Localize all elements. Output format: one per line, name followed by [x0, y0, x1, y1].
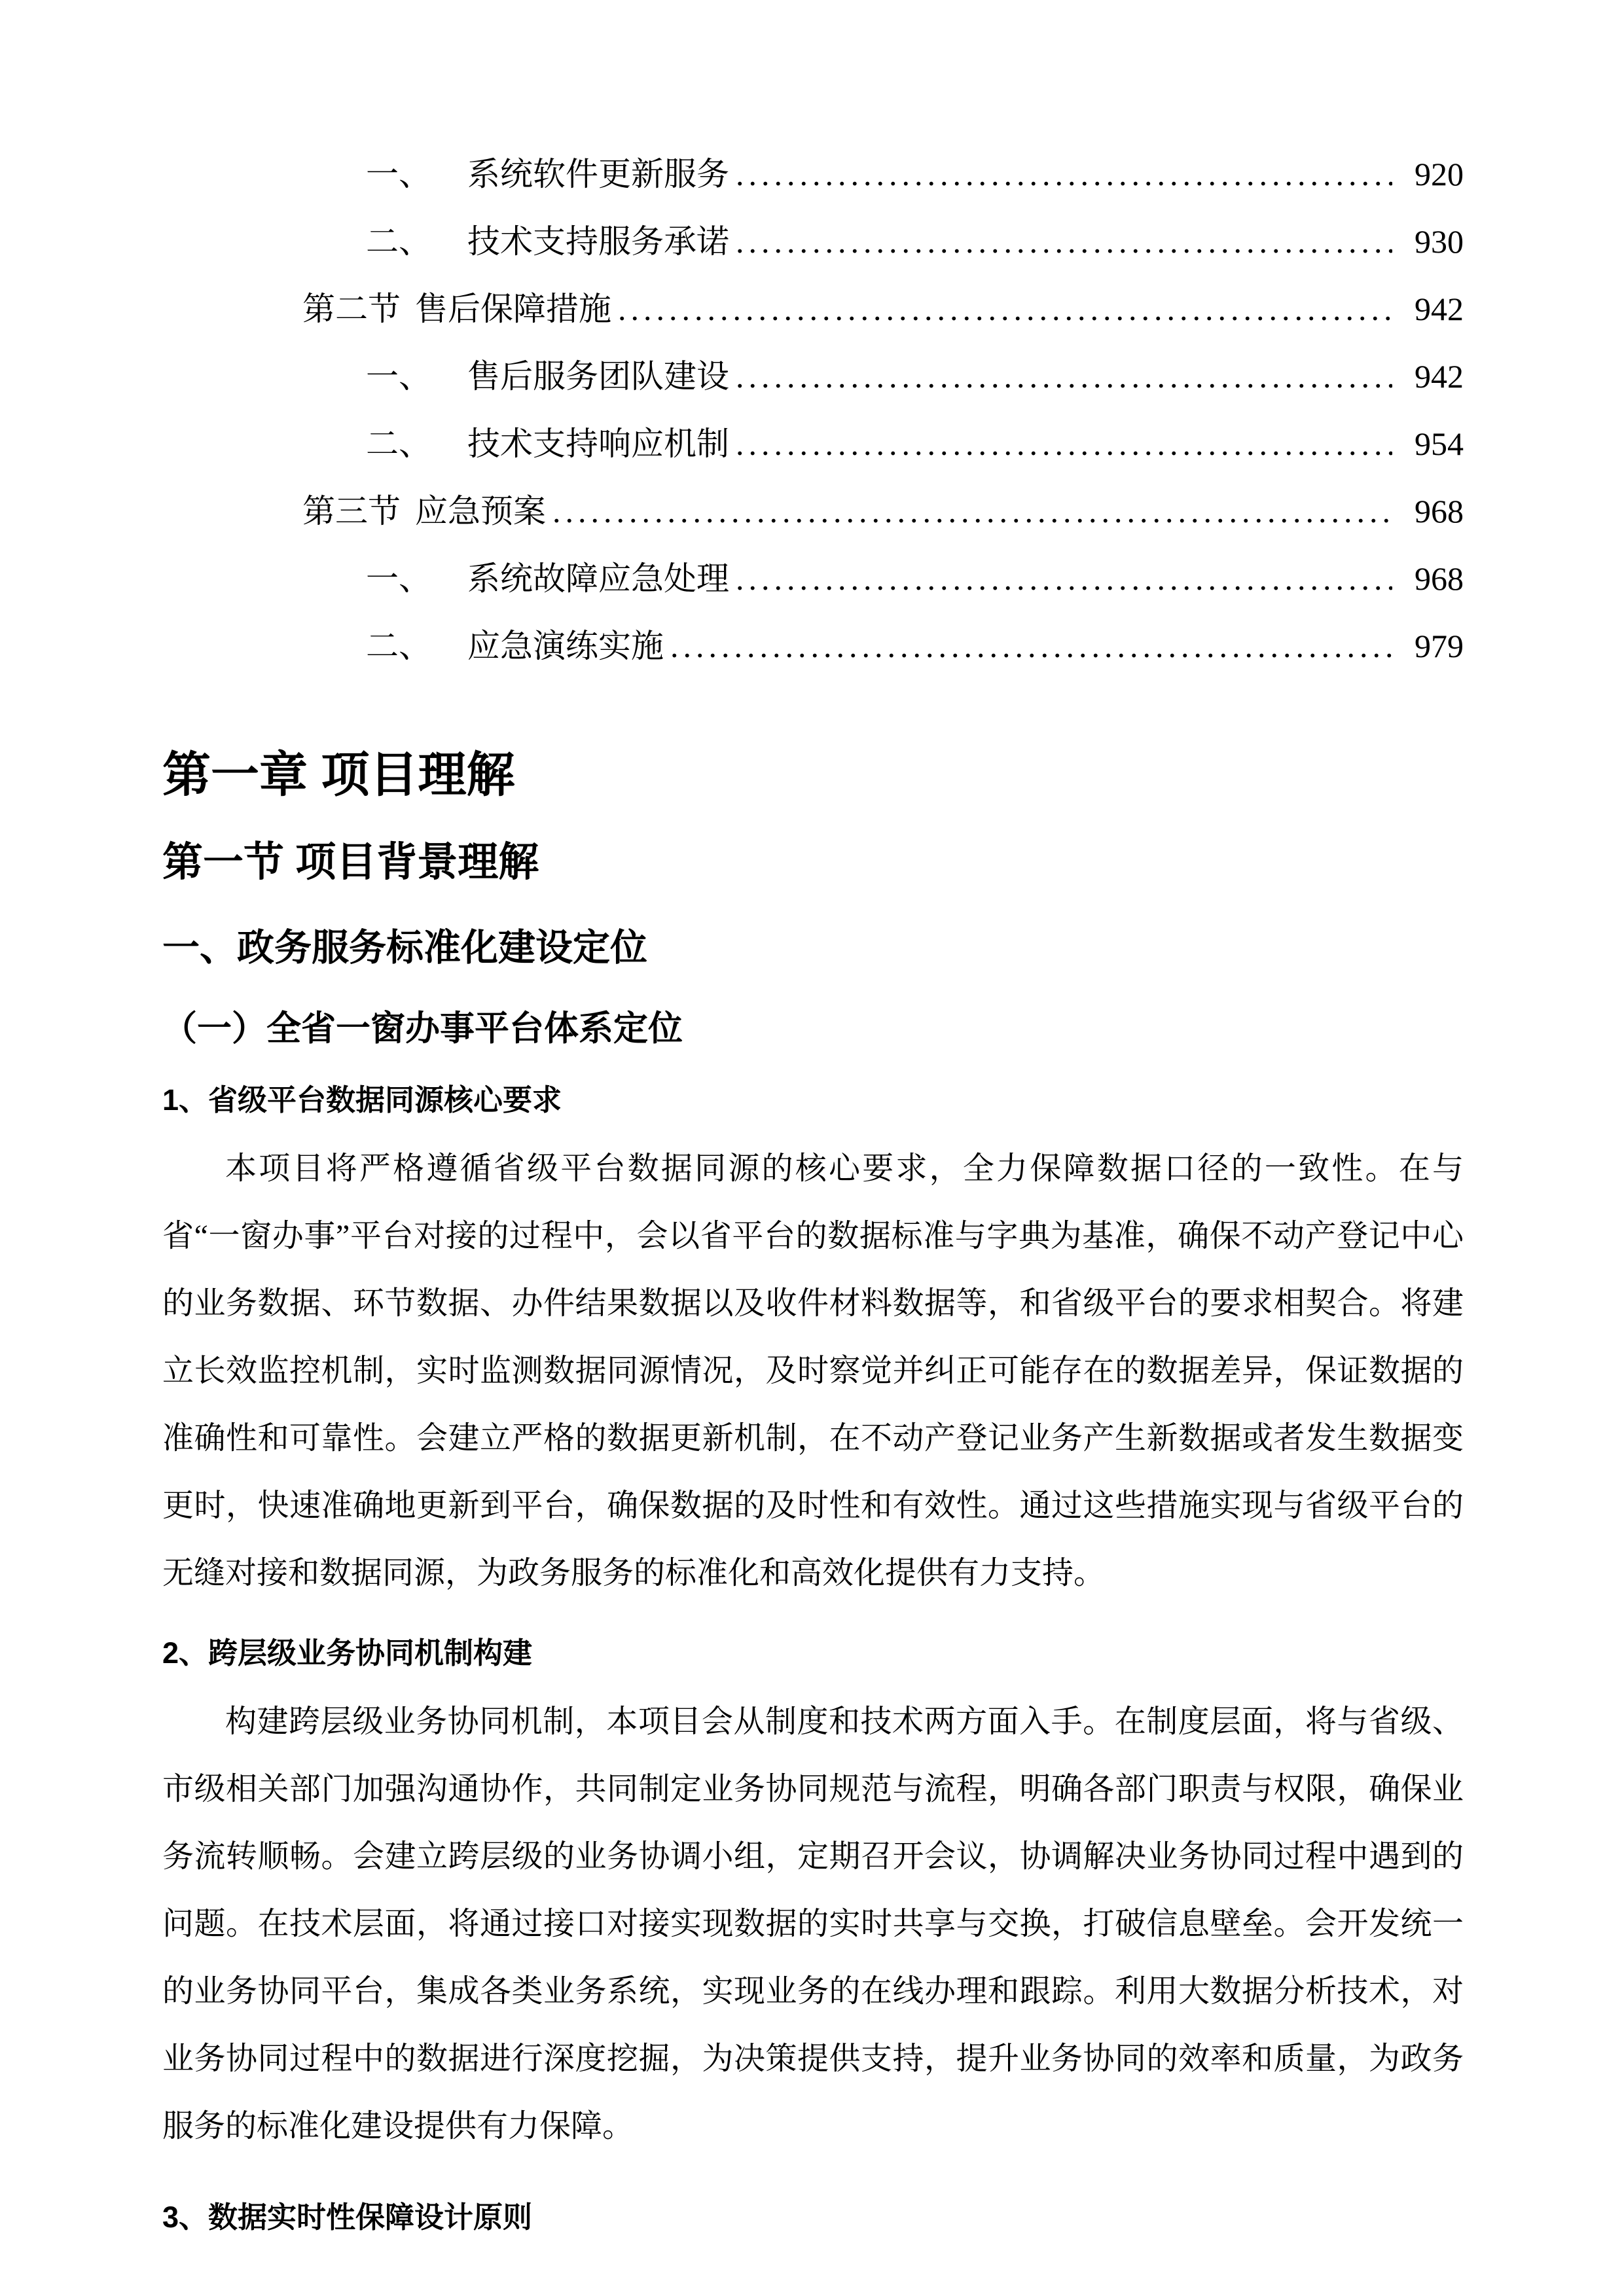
table-of-contents [162, 141, 1464, 680]
toc-entry-page-number: 920 [1415, 156, 1464, 192]
toc-entry-number: 二、 [366, 425, 431, 462]
chapter-heading: 第一章 项目理解 [162, 747, 515, 802]
toc-entry-number: 第二节 [302, 291, 401, 327]
toc-entry-title: 技术支持响应机制 [467, 425, 729, 462]
toc-entry[interactable] [162, 478, 1464, 545]
toc-entry-title: 应急演练实施 [467, 628, 664, 664]
dotted-leader [736, 141, 1392, 208]
toc-entry-number: 一、 [366, 156, 431, 192]
toc-entry-page-number: 942 [1415, 358, 1464, 395]
subsection-heading-level1: 一、政务服务标准化建设定位 [162, 927, 647, 969]
toc-entry[interactable] [162, 208, 1464, 276]
toc-entry-page-number: 968 [1415, 560, 1464, 597]
toc-entry-title: 应急预案 [415, 493, 546, 529]
toc-entry[interactable] [162, 343, 1464, 410]
point-heading-2: 2、跨层级业务协同机制构建 [162, 1636, 533, 1670]
dotted-leader [736, 208, 1392, 276]
dotted-leader [618, 276, 1392, 343]
toc-entry-number: 二、 [366, 223, 431, 260]
toc-entry-number: 二、 [366, 628, 431, 664]
point-heading-1: 1、省级平台数据同源核心要求 [162, 1083, 562, 1117]
toc-entry-title: 技术支持服务承诺 [467, 223, 729, 260]
toc-entry-page-number: 968 [1415, 493, 1464, 529]
toc-entry-title: 系统软件更新服务 [467, 156, 729, 192]
toc-entry-number: 第三节 [302, 493, 401, 529]
toc-entry[interactable] [162, 545, 1464, 613]
dotted-leader [736, 545, 1392, 613]
toc-entry[interactable] [162, 613, 1464, 680]
dotted-leader [736, 343, 1392, 410]
point-heading-3: 3、数据实时性保障设计原则 [162, 2200, 533, 2234]
toc-entry-page-number: 954 [1415, 425, 1464, 462]
subsection-heading-level2: （一）全省一窗办事平台体系定位 [162, 1009, 683, 1048]
toc-entry-page-number: 942 [1415, 291, 1464, 327]
section-heading: 第一节 项目背景理解 [162, 840, 539, 885]
toc-entry-page-number: 979 [1415, 628, 1464, 664]
dotted-leader [736, 410, 1392, 478]
toc-entry[interactable] [162, 276, 1464, 343]
toc-entry[interactable] [162, 141, 1464, 208]
toc-entry-number: 一、 [366, 560, 431, 597]
dotted-leader [670, 613, 1392, 680]
toc-entry-page-number: 930 [1415, 223, 1464, 260]
toc-entry-title: 售后保障措施 [415, 291, 611, 327]
body-paragraph-2: 构建跨层级业务协同机制，本项目会从制度和技术两方面入手。在制度层面，将与省级、市级相关部门加强沟通协作，共同制定业务协同规范与流程，明确各部门职责与权限，确保业务流转顺畅。会建立跨层级的业务协调小组，定期召开会议，协调解决业务协同过程中遇到的问题。在技术层面，将通过接口对接实现数据的实时共享与交换，打破信息壁垒。会开发统一的业务协同平台，集成各类业务系统，实现业务的在线办理和跟踪。利用大数据分析技术，对业务协同过程中的数据进行深度挖掘，为决策提供支持，提升业务协同的效率和质量，为政务服务的标准化建设提供有力保障。 [162, 1704, 1464, 2144]
toc-entry[interactable] [162, 410, 1464, 478]
dotted-leader [552, 478, 1392, 545]
toc-entry-number: 一、 [366, 358, 431, 395]
body-paragraph-1: 本项目将严格遵循省级平台数据同源的核心要求，全力保障数据口径的一致性。在与省“一窗办事”平台对接的过程中，会以省平台的数据标准与字典为基准，确保不动产登记中心的业务数据、环节数据、办件结果数据以及收件材料数据等，和省级平台的要求相契合。将建立长效监控机制，实时监测数据同源情况，及时察觉并纠正可能存在的数据差异，保证数据的准确性和可靠性。会建立严格的数据更新机制，在不动产登记业务产生新数据或者发生数据变更时，快速准确地更新到平台，确保数据的及时性和有效性。通过这些措施实现与省级平台的无缝对接和数据同源，为政务服务的标准化和高效化提供有力支持。 [162, 1151, 1464, 1590]
toc-entry-title: 系统故障应急处理 [467, 560, 729, 597]
toc-entry-title: 售后服务团队建设 [467, 358, 729, 395]
